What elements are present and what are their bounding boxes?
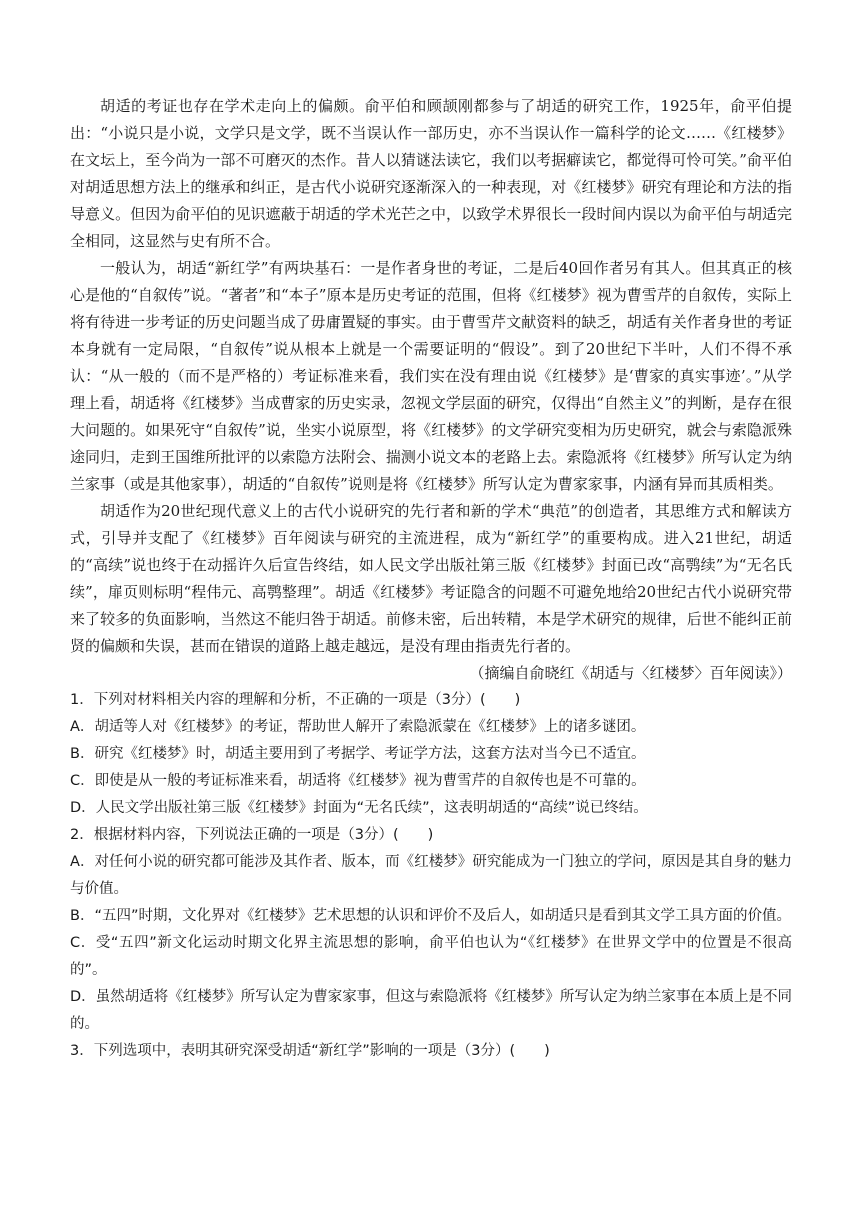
question-2	[70, 822, 792, 1038]
reading-passage	[70, 93, 792, 687]
passage-paragraph-3: 胡适作为20世纪现代意义上的古代小说研究的先行者和新的学术“典范”的创造者，其思维方式和解读方式，引导并支配了《红楼梦》百年阅读与研究的主流进程，成为“新红学”的重要构成。进入21世纪，胡适的“高续”说也终于在动摇许久后宣告终结，如人民文学出版社第三版《红楼梦》封面已改“高鹗续”为“无名氏续”，扉页则标明“程伟元、高鹗整理”。胡适《红楼梦》考证隐含的问题不可避免地给20世纪古代小说研究带来了较多的负面影响，当然这不能归咎于胡适。前修未密，后出转精，本是学术研究的规律，后世不能纠正前贤的偏颇和失误，甚而在错误的道路上越走越远，是没有理由指责先行者的。	[70, 502, 792, 655]
option-a: A．对任何小说的研究都可能涉及其作者、版本，而《红楼梦》研究能成为一门独立的学问，原因是其自身的魅力与价值。	[70, 854, 792, 897]
option-a: A．胡适等人对《红楼梦》的考证，帮助世人解开了索隐派蒙在《红楼梦》上的诸多谜团。	[70, 719, 646, 735]
question-stem: 3．下列选项中，表明其研究深受胡适“新红学”影响的一项是（3分）( )	[70, 1043, 550, 1059]
option-d: D．虽然胡适将《红楼梦》所写认定为曹家家事，但这与索隐派将《红楼梦》所写认定为纳兰家事在本质上是不同的。	[70, 989, 792, 1032]
question-stem: 1．下列对材料相关内容的理解和分析，不正确的一项是（3分）( )	[70, 692, 521, 708]
option-d: D．人民文学出版社第三版《红楼梦》封面为“无名氏续”，这表明胡适的“高续”说已终结。	[70, 800, 648, 816]
question-3	[70, 1038, 792, 1065]
option-b: B．“五四”时期，文化界对《红楼梦》艺术思想的认识和评价不及后人，如胡适只是看到其文学工具方面的价值。	[70, 908, 791, 924]
question-stem: 2．根据材料内容，下列说法正确的一项是（3分）( )	[70, 827, 434, 843]
option-c: C．即使是从一般的考证标准来看，胡适将《红楼梦》视为曹雪芹的自叙传也是不可靠的。	[70, 773, 646, 789]
passage-paragraph-2: 一般认为，胡适“新红学”有两块基石：一是作者身世的考证，二是后40回作者另有其人。但其真正的核心是他的“自叙传”说。“著者”和“本子”原本是历史考证的范围，但将《红楼梦》视为曹雪芹的自叙传，实际上将有待进一步考证的历史问题当成了毋庸置疑的事实。由于曹雪芹文献资料的缺乏，胡适有关作者身世的考证本身就有一定局限，“自叙传”说从根本上就是一个需要证明的“假设”。到了20世纪下半叶，人们不得不承认：“从一般的（而不是严格的）考证标准来看，我们实在没有理由说《红楼梦》是‘曹家的真实事迹’。”从学理上看，胡适将《红楼梦》当成曹家的历史实录，忽视文学层面的研究，仅得出“自然主义”的判断，是存在很大问题的。如果死守“自叙传”说，坐实小说原型，将《红楼梦》的文学研究变相为历史研究，就会与索隐派殊途同归，走到王国维所批评的以索隐方法附会、揣测小说文本的老路上去。索隐派将《红楼梦》所写认定为纳兰家事（或是其他家事），胡适的“自叙传”说则是将《红楼梦》所写认定为曹家家事，内涵有异而其质相类。	[70, 259, 792, 493]
passage-source: （摘编自俞晓红《胡适与〈红楼梦〉百年阅读》）	[469, 664, 792, 682]
option-b: B．研究《红楼梦》时，胡适主要用到了考据学、考证学方法，这套方法对当今已不适宜。	[70, 746, 646, 762]
passage-paragraph-1: 胡适的考证也存在学术走向上的偏颇。俞平伯和顾颉刚都参与了胡适的研究工作，1925年，俞平伯提出：“小说只是小说，文学只是文学，既不当误认作一部历史，亦不当误认作一篇科学的论文……《红楼梦》在文坛上，至今尚为一部不可磨灭的杰作。昔人以猜谜法读它，我们以考据癖读它，都觉得可怜可笑。”俞平伯对胡适思想方法上的继承和纠正，是古代小说研究逐渐深入的一种表现，对《红楼梦》研究有理论和方法的指导意义。但因为俞平伯的见识遮蔽于胡适的学术光芒之中，以致学术界很长一段时间内误以为俞平伯与胡适完全相同，这显然与史有所不合。	[70, 97, 792, 250]
question-1	[70, 687, 792, 822]
option-c: C．受“五四”新文化运动时期文化界主流思想的影响，俞平伯也认为“《红楼梦》在世界文学中的位置是不很高的”。	[70, 935, 792, 978]
